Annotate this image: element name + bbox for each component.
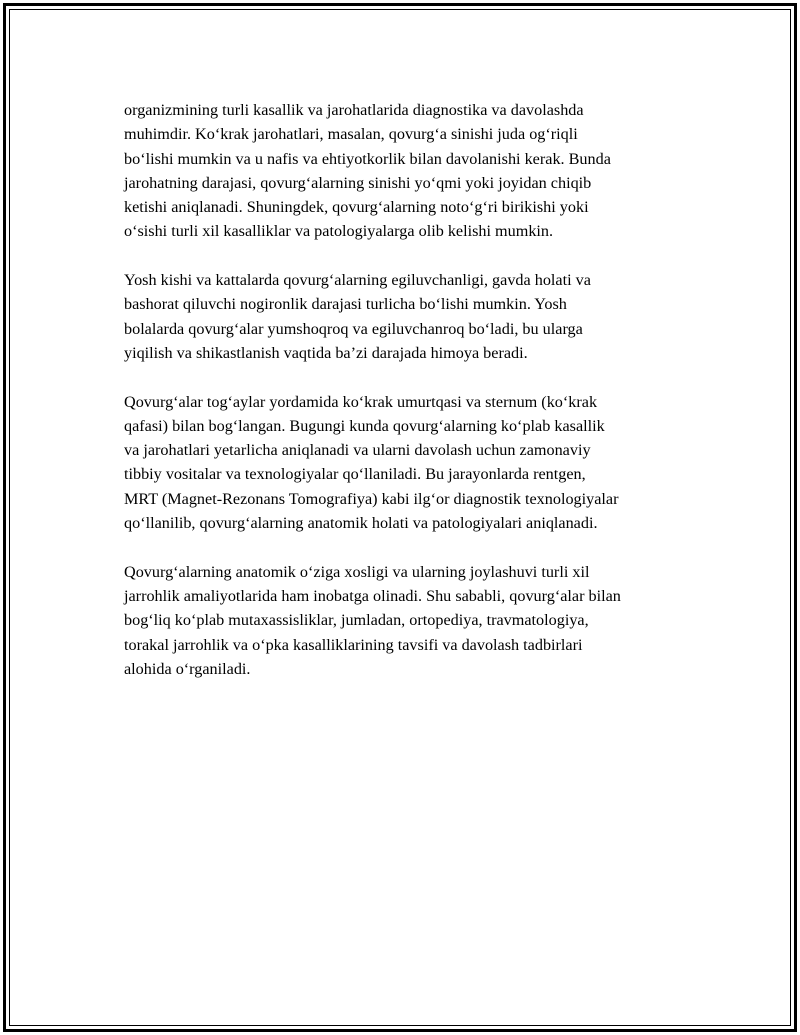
text-line: bashorat qiluvchi nogironlik darajasi turlicha bo‘lishi mumkin. Yosh: [124, 295, 567, 314]
text-line: torakal jarrohlik va o‘pka kasalliklarining tavsifi va davolash tadbirlari: [124, 635, 583, 654]
text-line: qafasi) bilan bog‘langan. Bugungi kunda qovurg‘alarning ko‘plab kasallik: [124, 416, 605, 435]
paragraph-1: [124, 98, 704, 244]
text-line: Qovurg‘alar tog‘aylar yordamida ko‘krak umurtqasi va sternum (ko‘krak: [124, 392, 598, 411]
text-line: yiqilish va shikastlanish vaqtida ba’zi darajada himoya beradi.: [124, 343, 528, 362]
text-line: organizmining turli kasallik va jarohatlarida diagnostika va davolashda: [124, 101, 584, 119]
text-line: bolalarda qovurg‘alar yumshoqroq va egiluvchanroq bo‘ladi, bu ularga: [124, 319, 583, 338]
text-line: jarohatning darajasi, qovurg‘alarning sinishi yo‘qmi yoki joyidan chiqib: [124, 173, 592, 192]
text-line: va jarohatlari yetarlicha aniqlanadi va ularni davolash uchun zamonaviy: [124, 441, 591, 460]
text-line: qo‘llanilib, qovurg‘alarning anatomik holati va patologiyalari aniqlanadi.: [124, 514, 598, 533]
text-line: Qovurg‘alarning anatomik o‘ziga xosligi va ularning joylashuvi turli xil: [124, 562, 590, 581]
page-frame: [3, 3, 797, 1032]
paragraph-3: [124, 390, 704, 536]
text-line: tibbiy vositalar va texnologiyalar qo‘llaniladi. Bu jarayonlarda rentgen,: [124, 465, 586, 484]
text-line: ketishi aniqlanadi. Shuningdek, qovurg‘alarning noto‘g‘ri birikishi yoki: [124, 198, 589, 217]
text-line: bog‘liq ko‘plab mutaxassisliklar, jumladan, ortopediya, travmatologiya,: [124, 611, 589, 630]
text-line: alohida o‘rganiladi.: [124, 659, 251, 678]
text-line: muhimdir. Ko‘krak jarohatlari, masalan, qovurg‘a sinishi juda og‘riqli: [124, 125, 578, 144]
paragraph-2: [124, 268, 704, 365]
paragraph-4: [124, 560, 704, 681]
text-line: bo‘lishi mumkin va u nafis va ehtiyotkorlik bilan davolanishi kerak. Bunda: [124, 149, 611, 168]
document-body: [124, 98, 704, 705]
text-line: o‘sishi turli xil kasalliklar va patologiyalarga olib kelishi mumkin.: [124, 222, 554, 241]
text-line: jarrohlik amaliyotlarida ham inobatga olinadi. Shu sababli, qovurg‘alar bilan: [124, 586, 621, 605]
text-line: Yosh kishi va kattalarda qovurg‘alarning egiluvchanligi, gavda holati va: [124, 271, 591, 290]
text-line: MRT (Magnet-Rezonans Tomografiya) kabi ilg‘or diagnostik texnologiyalar: [124, 489, 619, 508]
